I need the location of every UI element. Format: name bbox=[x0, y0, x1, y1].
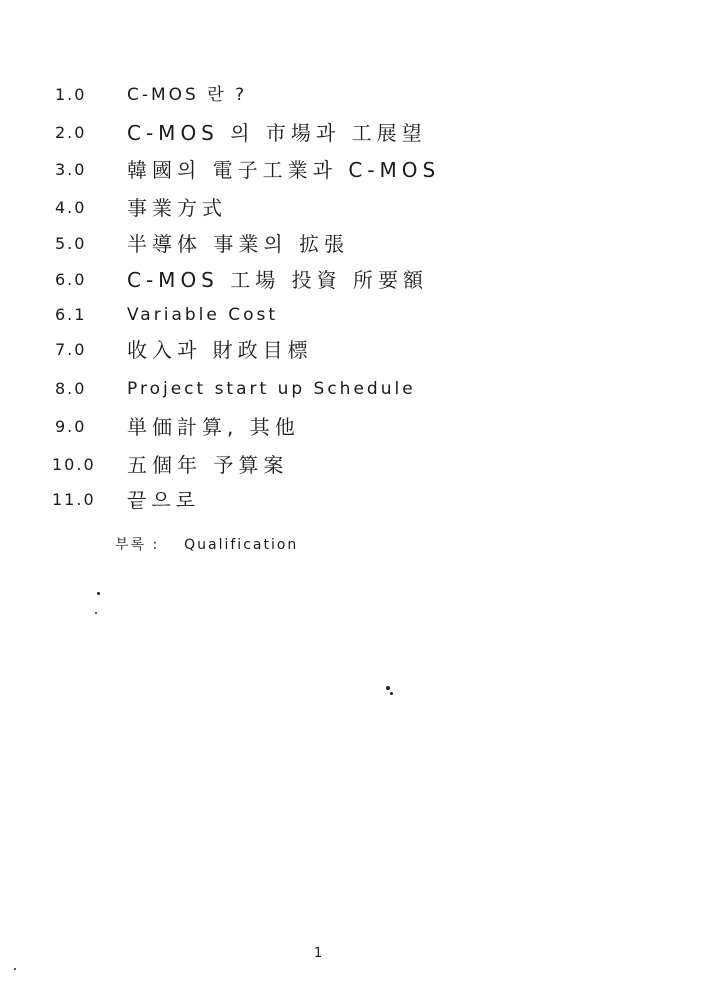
toc-entry-number: 10.0 bbox=[52, 455, 96, 474]
toc-entry-number: 11.0 bbox=[52, 490, 96, 509]
toc-entry bbox=[0, 155, 720, 185]
toc-entry-title: 事業方式 bbox=[127, 196, 227, 220]
toc-entry bbox=[0, 118, 720, 148]
toc-entry-title: Project start up Schedule bbox=[127, 379, 416, 399]
toc-entry-title: C-MOS 의 市場과 工展望 bbox=[127, 121, 427, 145]
appendix-title: Qualification bbox=[184, 537, 299, 553]
scan-speck bbox=[14, 968, 16, 970]
page-number: 1 bbox=[314, 946, 323, 961]
toc-entry-number: 2.0 bbox=[55, 123, 87, 142]
toc-entry-number: 3.0 bbox=[55, 160, 87, 179]
toc-entry-title: 韓國의 電子工業과 C-MOS bbox=[127, 158, 441, 182]
toc-entry bbox=[0, 485, 720, 515]
toc-entry-number: 8.0 bbox=[55, 379, 87, 398]
toc-entry bbox=[0, 265, 720, 295]
appendix-line bbox=[115, 532, 298, 558]
toc-entry bbox=[0, 450, 720, 480]
toc-entry-number: 9.0 bbox=[55, 417, 87, 436]
toc-entry bbox=[0, 300, 720, 330]
scan-speck bbox=[97, 592, 100, 595]
toc-entry-number: 6.1 bbox=[55, 305, 87, 324]
toc-entry bbox=[0, 412, 720, 442]
toc-entry-title: 五個年 予算案 bbox=[127, 453, 289, 477]
toc-entry bbox=[0, 335, 720, 365]
toc-entry-title: 收入과 財政目標 bbox=[127, 338, 313, 362]
toc-entry-title: Variable Cost bbox=[127, 305, 279, 325]
toc-entry bbox=[0, 193, 720, 223]
toc-entry-title: C-MOS 란 ? bbox=[127, 85, 248, 105]
toc-entry-number: 4.0 bbox=[55, 198, 87, 217]
toc-entry bbox=[0, 374, 720, 404]
toc-entry bbox=[0, 229, 720, 259]
toc-entry-title: C-MOS 工場 投資 所要額 bbox=[127, 268, 428, 292]
appendix-label: 부록 : bbox=[115, 537, 160, 553]
scan-speck bbox=[386, 686, 390, 690]
toc-entry-number: 1.0 bbox=[55, 85, 87, 104]
toc-entry bbox=[0, 80, 720, 110]
toc-entry-number: 5.0 bbox=[55, 234, 87, 253]
toc-entry-title: 半導体 事業의 拡張 bbox=[127, 232, 350, 256]
toc-entry-title: 끝으로 bbox=[127, 488, 200, 512]
scan-speck bbox=[95, 612, 97, 614]
toc-entry-number: 7.0 bbox=[55, 340, 87, 359]
toc-entry-number: 6.0 bbox=[55, 270, 87, 289]
scan-speck bbox=[390, 692, 393, 695]
toc-entry-title: 単価計算, 其他 bbox=[127, 415, 300, 439]
